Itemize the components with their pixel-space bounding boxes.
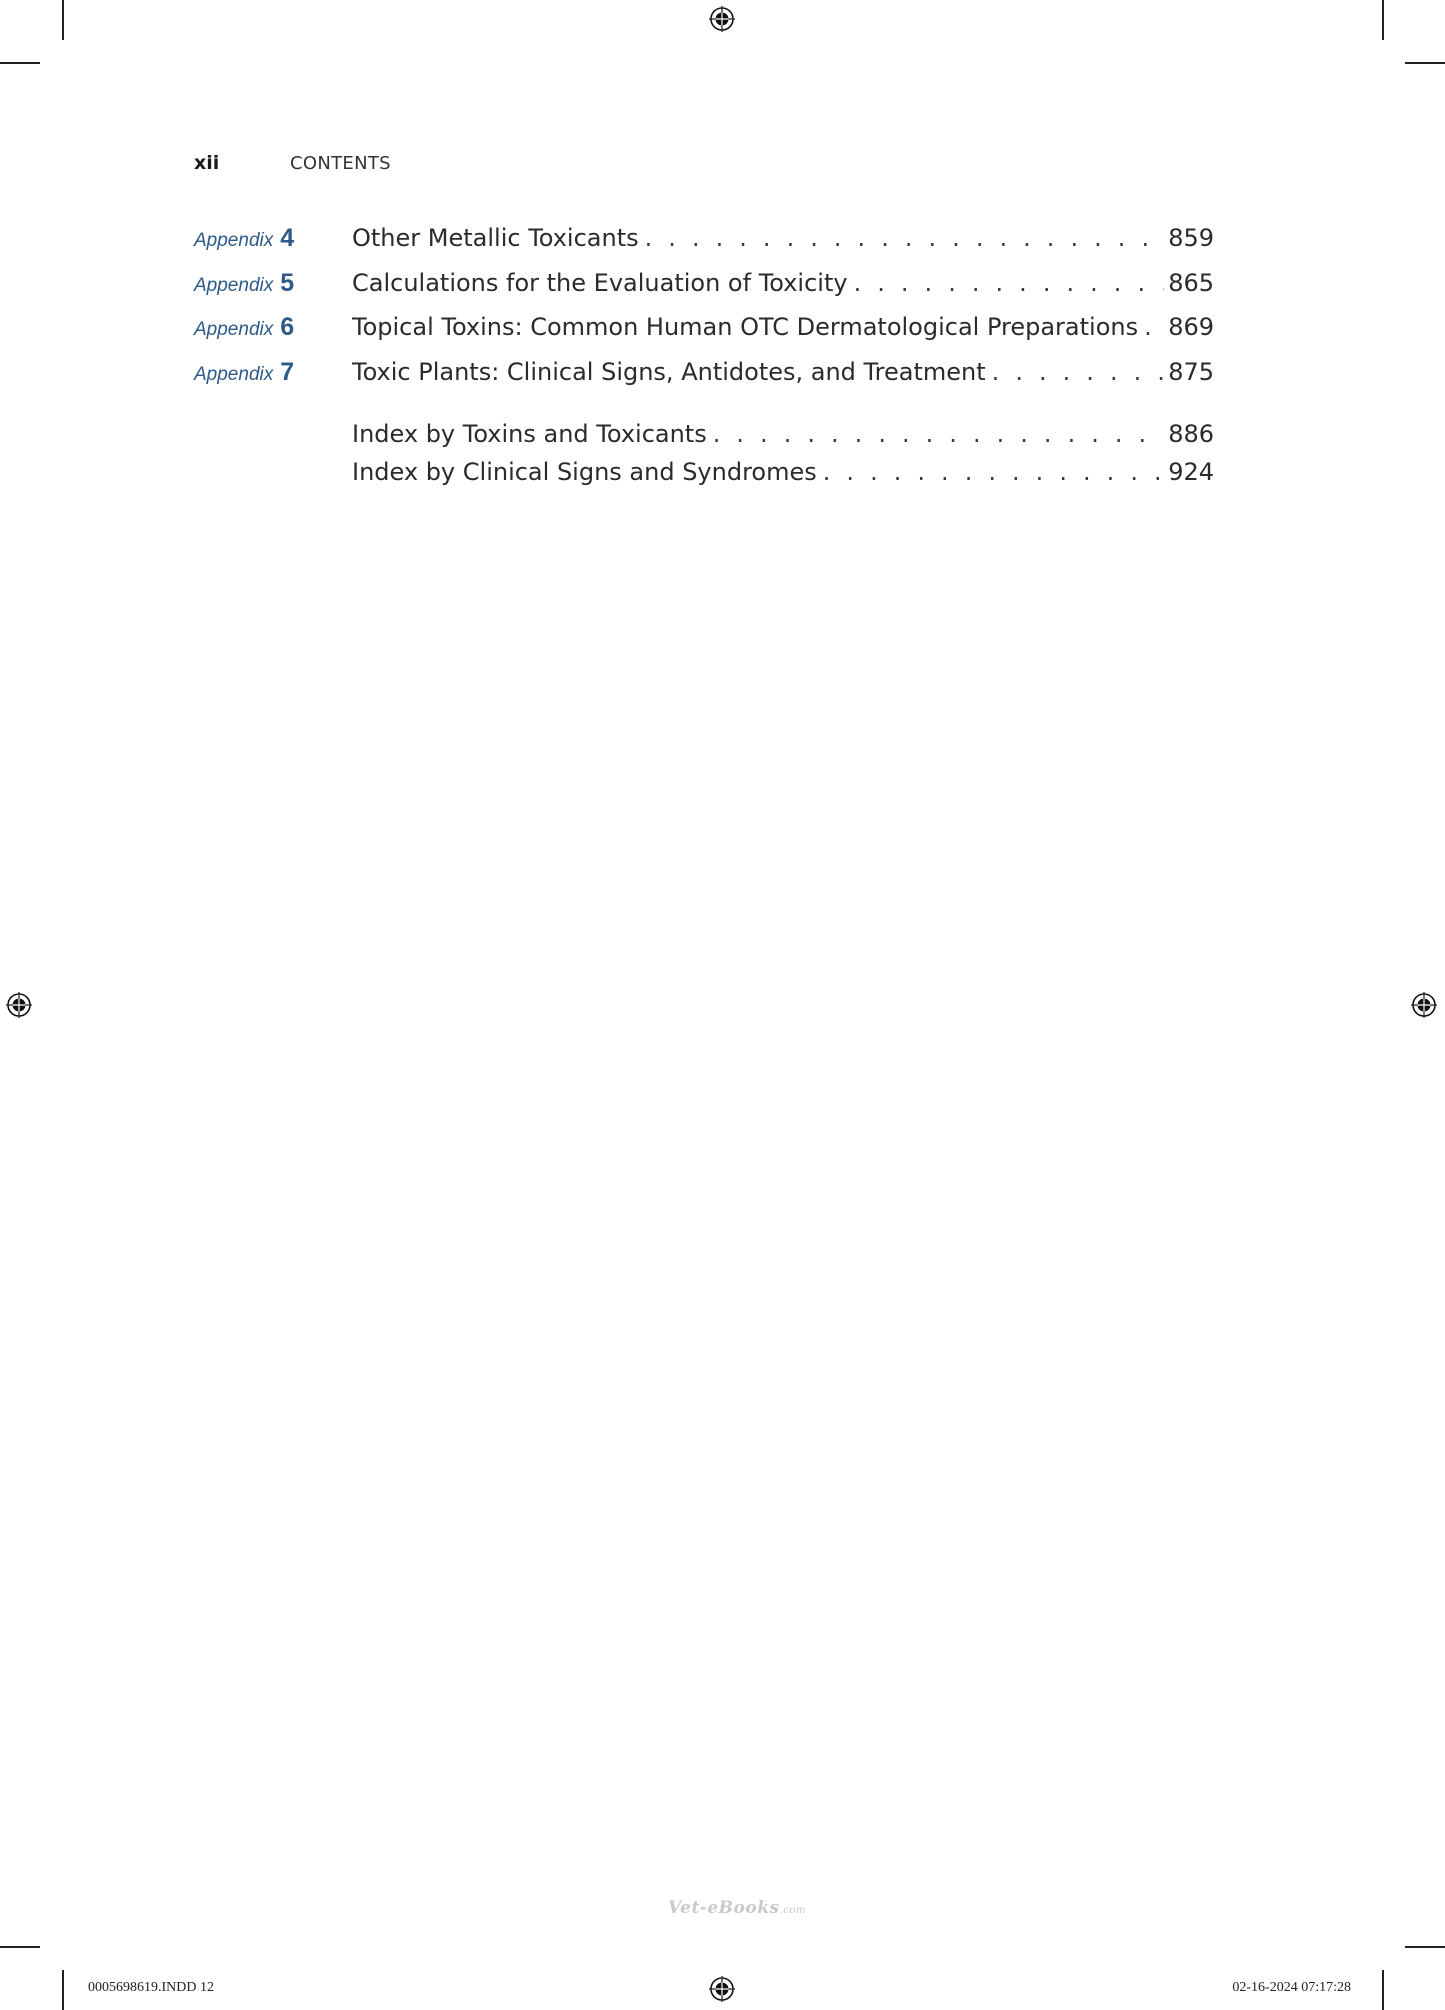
toc-row-appendix-7[interactable]	[194, 358, 1214, 403]
toc-entry-title: Topical Toxins: Common Human OTC Dermatological Preparations	[352, 313, 1139, 341]
watermark-logo	[668, 1898, 806, 1918]
appendix-label	[194, 269, 352, 298]
toc-entry	[352, 313, 1214, 341]
crop-mark-bottom-left-horizontal	[0, 1946, 40, 1948]
appendix-word: Appendix	[194, 230, 274, 251]
toc-entry-page: 875	[1168, 357, 1214, 386]
toc-entry-title: Toxic Plants: Clinical Signs, Antidotes, and Treatment	[352, 357, 986, 386]
toc-row-index-clinical-signs[interactable]	[194, 458, 1214, 496]
toc-entry-page: 865	[1168, 268, 1214, 297]
crop-mark-top-left-vertical	[62, 0, 64, 40]
crop-mark-top-left-horizontal	[0, 62, 40, 64]
appendix-word: Appendix	[194, 274, 274, 296]
slug-datetime: 02-16-2024 07:17:28	[1232, 1980, 1351, 1995]
appendix-number: 6	[280, 313, 295, 341]
crop-mark-bottom-left-vertical	[62, 1970, 64, 2010]
toc-entry	[352, 420, 1214, 448]
appendix-label	[194, 224, 352, 253]
appendix-label	[194, 358, 352, 387]
dot-leader	[645, 224, 1165, 252]
toc-entry-page: 859	[1168, 224, 1214, 252]
appendix-label	[194, 313, 352, 342]
dot-leader	[713, 420, 1164, 448]
toc-entry-title: Index by Clinical Signs and Syndromes	[352, 457, 817, 486]
section-title: CONTENTS	[290, 153, 391, 174]
slug-file-name: 0005698619.INDD 12	[88, 1980, 214, 1995]
appendix-number: 5	[280, 268, 295, 297]
toc-row-appendix-6[interactable]	[194, 313, 1214, 358]
toc-row-appendix-4[interactable]	[194, 224, 1214, 269]
dot-leader	[823, 458, 1164, 486]
dot-leader	[1144, 313, 1164, 341]
toc-entry	[352, 269, 1214, 297]
toc-entry-title: Calculations for the Evaluation of Toxicity	[352, 268, 848, 297]
registration-target-icon	[709, 1976, 735, 2002]
appendix-word: Appendix	[194, 363, 274, 385]
crop-mark-top-right-vertical	[1382, 0, 1384, 40]
running-head	[194, 152, 391, 178]
toc-entry	[352, 224, 1214, 252]
page-folio: xii	[194, 152, 220, 174]
toc-entry-page: 924	[1168, 457, 1214, 486]
dot-leader	[992, 358, 1165, 386]
toc-entry-page: 869	[1168, 313, 1214, 341]
toc-row-appendix-5[interactable]	[194, 269, 1214, 314]
watermark-suffix: .com	[779, 1905, 806, 1916]
registration-target-icon	[1411, 992, 1437, 1018]
crop-mark-top-right-horizontal	[1405, 62, 1445, 64]
watermark-text: Vet-eBooks	[668, 1898, 780, 1918]
toc-entry-page: 886	[1168, 420, 1214, 448]
toc-entry-title: Index by Toxins and Toxicants	[352, 420, 707, 448]
table-of-contents	[194, 224, 1214, 495]
appendix-word: Appendix	[194, 319, 274, 340]
appendix-number: 4	[280, 224, 295, 252]
appendix-number: 7	[280, 357, 295, 386]
toc-spacer	[194, 402, 1214, 420]
dot-leader	[854, 269, 1165, 297]
toc-row-index-toxins[interactable]	[194, 420, 1214, 458]
crop-mark-bottom-right-horizontal	[1405, 1946, 1445, 1948]
registration-target-icon	[709, 6, 735, 32]
toc-entry	[352, 358, 1214, 386]
registration-target-icon	[6, 992, 32, 1018]
toc-entry-title: Other Metallic Toxicants	[352, 224, 639, 252]
toc-entry	[352, 458, 1214, 486]
crop-mark-bottom-right-vertical	[1382, 1970, 1384, 2010]
